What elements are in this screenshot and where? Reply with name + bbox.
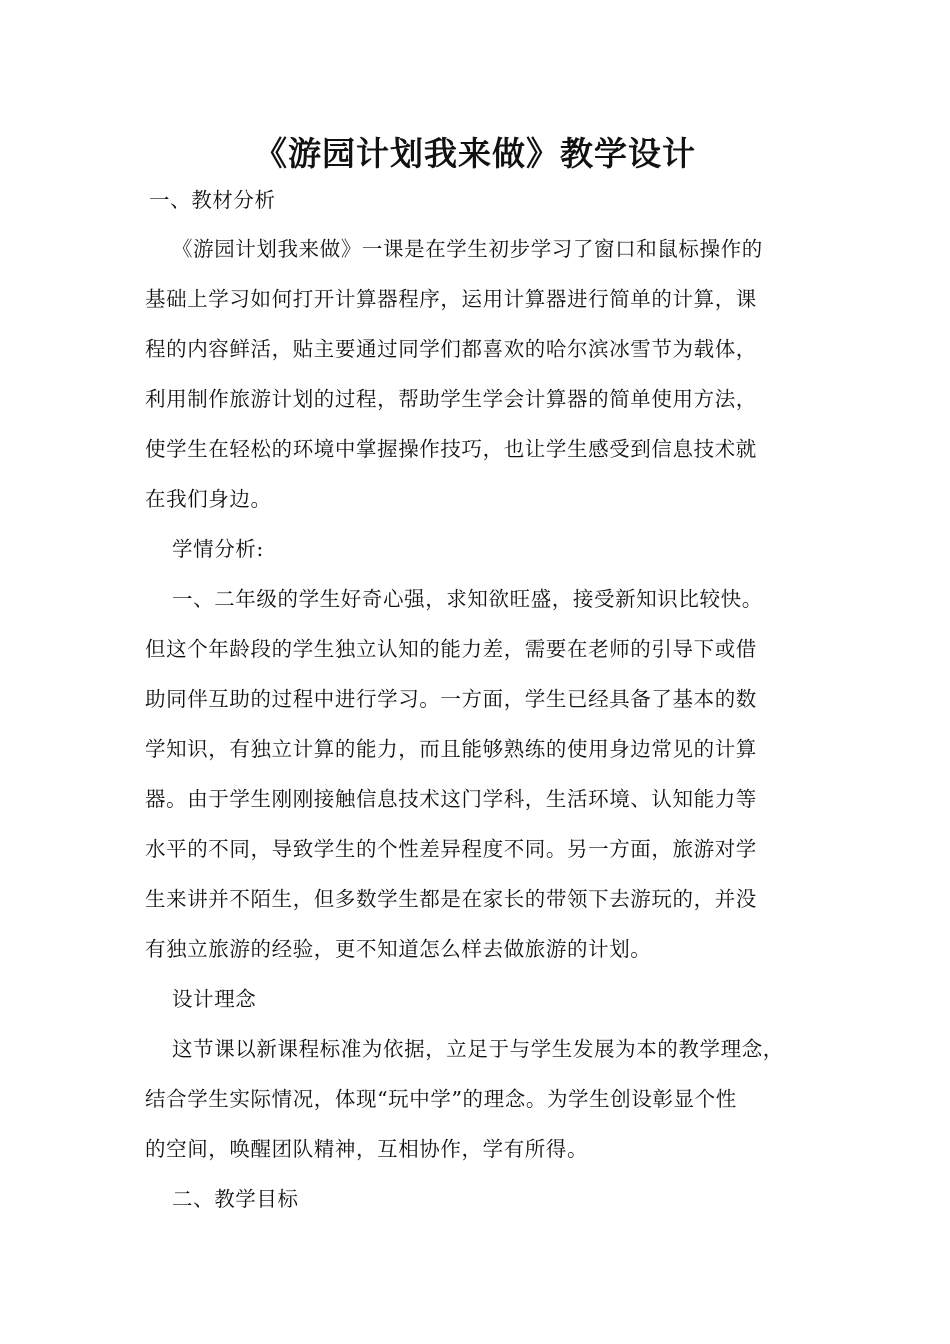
paragraph-line: 但这个年龄段的学生独立认知的能力差，需要在老师的引导下或借: [145, 637, 757, 661]
section-heading-student-analysis: 学情分析:: [172, 537, 264, 561]
paragraph-line: 器。由于学生刚刚接触信息技术这门学科，生活环境、认知能力等: [145, 787, 757, 811]
paragraph-line: 在我们身边。: [145, 487, 272, 511]
paragraph-line: 一、二年级的学生好奇心强，求知欲旺盛，接受新知识比较快。: [172, 587, 763, 611]
paragraph-line: 基础上学习如何打开计算器程序，运用计算器进行简单的计算，课: [145, 287, 757, 311]
paragraph-line: 生来讲并不陌生，但多数学生都是在家长的带领下去游玩的，并没: [145, 887, 757, 911]
paragraph-line: 结合学生实际情况，体现“玩中学”的理念。为学生创设彰显个性: [145, 1087, 737, 1111]
paragraph-line: 助同伴互助的过程中进行学习。一方面，学生已经具备了基本的数: [145, 687, 757, 711]
document-title: 《游园计划我来做》教学设计: [254, 134, 696, 173]
paragraph-line: 这节课以新课程标准为依据，立足于与学生发展为本的教学理念，: [172, 1037, 784, 1061]
paragraph-line: 水平的不同，导致学生的个性差异程度不同。另一方面，旅游对学: [145, 837, 757, 861]
paragraph-line: 的空间，唤醒团队精神，互相协作，学有所得。: [145, 1137, 589, 1161]
section-heading-materials: 一、教材分析: [149, 188, 276, 212]
paragraph-line: 有独立旅游的经验，更不知道怎么样去做旅游的计划。: [145, 937, 652, 961]
paragraph-line: 利用制作旅游计划的过程，帮助学生学会计算器的简单使用方法，: [145, 387, 757, 411]
section-heading-design-concept: 设计理念: [172, 987, 257, 1011]
paragraph-line: 学知识，有独立计算的能力，而且能够熟练的使用身边常见的计算: [145, 737, 757, 761]
section-heading-teaching-goals: 二、教学目标: [172, 1187, 299, 1211]
paragraph-line: 《游园计划我来做》一课是在学生初步学习了窗口和鼠标操作的: [172, 237, 763, 261]
paragraph-line: 程的内容鲜活，贴主要通过同学们都喜欢的哈尔滨冰雪节为载体，: [145, 337, 757, 361]
paragraph-line: 使学生在轻松的环境中掌握操作技巧，也让学生感受到信息技术就: [145, 437, 757, 461]
